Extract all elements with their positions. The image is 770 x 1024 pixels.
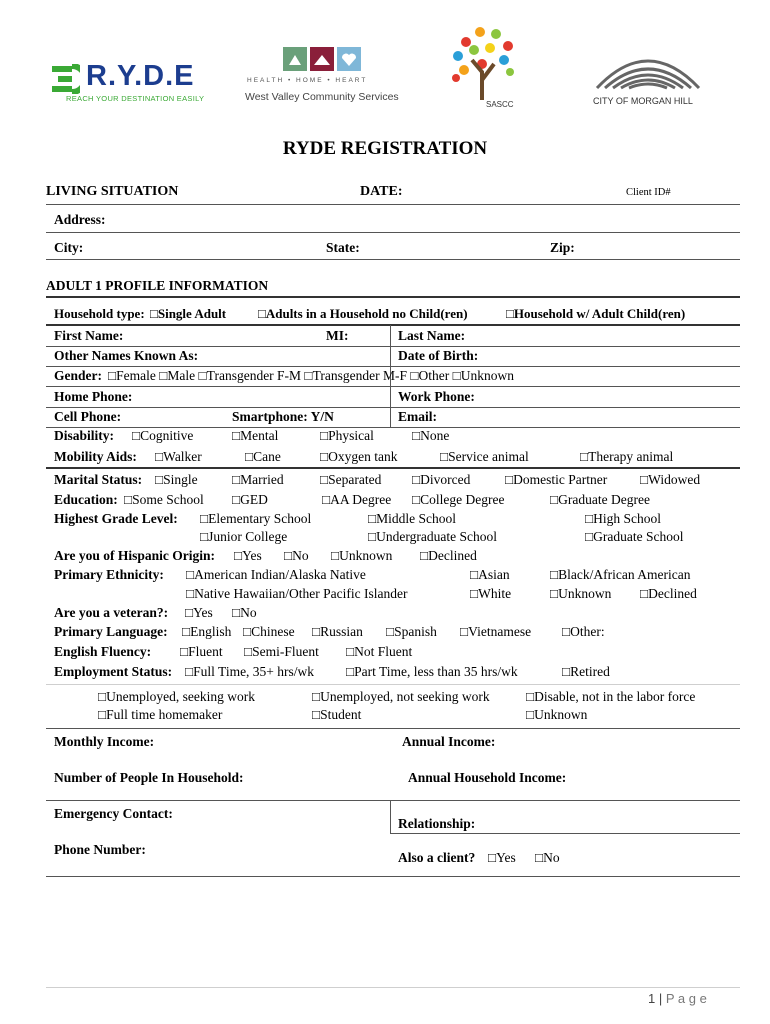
morgan-hill-logo: [585, 48, 715, 112]
employment-part-time-checkbox[interactable]: □Part Time, less than 35 hrs/wk: [346, 664, 518, 679]
section-title: ADULT 1 PROFILE INFORMATION: [46, 278, 269, 293]
employment-unknown-checkbox[interactable]: □Unknown: [526, 707, 588, 722]
marital-single-checkbox[interactable]: □Single: [155, 472, 198, 487]
hills-icon: [593, 48, 703, 92]
emergency-phone-label: Phone Number:: [54, 842, 146, 857]
grade-graduate-checkbox[interactable]: □Graduate School: [585, 529, 684, 544]
grade-middle-checkbox[interactable]: □Middle School: [368, 511, 457, 526]
state-label: State:: [326, 240, 360, 255]
mobility-service-animal-checkbox[interactable]: □Service animal: [440, 449, 529, 464]
language-vietnamese-checkbox[interactable]: □Vietnamese: [460, 624, 532, 639]
other-names-label: Other Names Known As:: [54, 348, 199, 363]
annual-income-label: Annual Income:: [402, 734, 496, 749]
city-label: City:: [54, 240, 84, 255]
fluency-not-fluent-checkbox[interactable]: □Not Fluent: [346, 644, 413, 659]
disability-mental-checkbox[interactable]: □Mental: [232, 428, 279, 443]
hispanic-no-checkbox[interactable]: □No: [284, 548, 309, 563]
ryde-arrow-icon: [52, 64, 80, 94]
gender-options[interactable]: □Female □Male □Transgender F-M □Transgender M-F □Other □Unknown: [108, 368, 515, 383]
mobility-oxygen-checkbox[interactable]: □Oxygen tank: [320, 449, 398, 464]
household-label: Household type:: [54, 306, 145, 321]
disability-physical-checkbox[interactable]: □Physical: [320, 428, 374, 443]
living-situation-label: LIVING SITUATION: [46, 184, 179, 199]
gender-label: Gender:: [54, 368, 102, 383]
household-adults-no-child-checkbox[interactable]: □Adults in a Household no Child(ren): [258, 306, 468, 321]
footer-rule: [46, 987, 740, 988]
page-footer: [648, 991, 707, 1006]
divider: [46, 204, 740, 205]
first-name-label: First Name:: [54, 328, 124, 343]
wvcs-logo-top: HEALTH • HOME • HEART: [247, 77, 368, 84]
language-chinese-checkbox[interactable]: □Chinese: [243, 624, 295, 639]
employment-full-time-checkbox[interactable]: □Full Time, 35+ hrs/wk: [185, 664, 315, 679]
education-aa-degree-checkbox[interactable]: □AA Degree: [322, 492, 392, 507]
wvcs-logo-name: West Valley Community Services: [245, 91, 399, 103]
divider: [46, 728, 740, 729]
household-single-adult-checkbox[interactable]: □Single Adult: [150, 306, 227, 321]
mobility-walker-checkbox[interactable]: □Walker: [155, 449, 202, 464]
education-label: Education:: [54, 492, 118, 507]
grade-elementary-checkbox[interactable]: □Elementary School: [200, 511, 312, 526]
fluency-semi-fluent-checkbox[interactable]: □Semi-Fluent: [244, 644, 319, 659]
date-label: DATE:: [360, 184, 403, 199]
emergency-contact-label: Emergency Contact:: [54, 806, 173, 821]
ryde-logo: [52, 60, 212, 108]
tree-icon: [444, 20, 524, 100]
mobility-therapy-animal-checkbox[interactable]: □Therapy animal: [580, 449, 674, 464]
cell-phone-label: Cell Phone:: [54, 409, 122, 424]
email-label: Email:: [398, 409, 437, 424]
client-id-label: Client ID#: [626, 187, 671, 198]
ethnicity-unknown-checkbox[interactable]: □Unknown: [550, 586, 612, 601]
disability-none-checkbox[interactable]: □None: [412, 428, 450, 443]
education-some-school-checkbox[interactable]: □Some School: [124, 492, 204, 507]
home-phone-label: Home Phone:: [54, 389, 133, 404]
ethnicity-native-hawaiian-checkbox[interactable]: □Native Hawaiian/Other Pacific Islander: [186, 586, 408, 601]
language-russian-checkbox[interactable]: □Russian: [312, 624, 363, 639]
house-heart-icon: [283, 47, 363, 73]
ethnicity-black-checkbox[interactable]: □Black/African American: [550, 567, 691, 582]
divider: [46, 467, 740, 469]
fluency-fluent-checkbox[interactable]: □Fluent: [180, 644, 223, 659]
monthly-income-label: Monthly Income:: [54, 734, 155, 749]
annual-household-income-label: Annual Household Income:: [408, 770, 567, 785]
ethnicity-asian-checkbox[interactable]: □Asian: [470, 567, 510, 582]
fluency-label: English Fluency:: [54, 644, 152, 659]
ethnicity-white-checkbox[interactable]: □White: [470, 586, 512, 601]
hispanic-unknown-checkbox[interactable]: □Unknown: [331, 548, 393, 563]
address-label: Address:: [54, 212, 106, 227]
divider: [390, 833, 740, 834]
education-college-degree-checkbox[interactable]: □College Degree: [412, 492, 505, 507]
last-name-label: Last Name:: [398, 328, 466, 343]
ethnicity-american-indian-checkbox[interactable]: □American Indian/Alaska Native: [186, 567, 366, 582]
divider: [390, 325, 391, 409]
divider: [46, 324, 740, 326]
divider: [46, 346, 740, 347]
veteran-yes-checkbox[interactable]: □Yes: [185, 605, 213, 620]
veteran-label: Are you a veteran?:: [54, 605, 169, 620]
sascc-logo: [444, 20, 524, 112]
education-graduate-degree-checkbox[interactable]: □Graduate Degree: [550, 492, 650, 507]
disability-label: Disability:: [54, 428, 115, 443]
grade-label: Highest Grade Level:: [54, 511, 178, 526]
education-ged-checkbox[interactable]: □GED: [232, 492, 268, 507]
mobility-cane-checkbox[interactable]: □Cane: [245, 449, 281, 464]
divider: [46, 232, 740, 233]
language-other-checkbox[interactable]: □Other:: [562, 624, 605, 639]
employment-retired-checkbox[interactable]: □Retired: [562, 664, 610, 679]
language-english-checkbox[interactable]: □English: [182, 624, 232, 639]
marital-separated-checkbox[interactable]: □Separated: [320, 472, 382, 487]
divider: [46, 684, 740, 685]
hispanic-yes-checkbox[interactable]: □Yes: [234, 548, 262, 563]
page-number: 1: [648, 991, 656, 1006]
hispanic-label: Are you of Hispanic Origin:: [54, 548, 216, 563]
dob-label: Date of Birth:: [398, 348, 479, 363]
also-client-label: Also a client?: [398, 850, 476, 865]
marital-widowed-checkbox[interactable]: □Widowed: [640, 472, 701, 487]
veteran-no-checkbox[interactable]: □No: [232, 605, 257, 620]
mobility-label: Mobility Aids:: [54, 449, 137, 464]
divider: [46, 876, 740, 877]
employment-disabled-checkbox[interactable]: □Disable, not in the labor force: [526, 689, 696, 704]
page-title: RYDE REGISTRATION: [282, 138, 488, 159]
smartphone-label: Smartphone: Y/N: [232, 409, 334, 424]
sascc-logo-name: SASCC: [486, 100, 514, 109]
divider: [46, 366, 740, 367]
divider: [46, 386, 740, 387]
people-in-household-label: Number of People In Household:: [54, 770, 244, 785]
language-label: Primary Language:: [54, 624, 168, 639]
work-phone-label: Work Phone:: [398, 389, 475, 404]
employment-unemployed-seeking-checkbox[interactable]: □Unemployed, seeking work: [98, 689, 255, 704]
ethnicity-declined-checkbox[interactable]: □Declined: [640, 586, 697, 601]
grade-high-checkbox[interactable]: □High School: [585, 511, 662, 526]
marital-married-checkbox[interactable]: □Married: [232, 472, 284, 487]
divider: [46, 800, 740, 801]
morgan-hill-logo-name: CITY OF MORGAN HILL: [593, 96, 693, 106]
ethnicity-label: Primary Ethnicity:: [54, 567, 164, 582]
marital-divorced-checkbox[interactable]: □Divorced: [412, 472, 471, 487]
zip-label: Zip:: [550, 240, 575, 255]
employment-label: Employment Status:: [54, 664, 173, 679]
grade-undergraduate-checkbox[interactable]: □Undergraduate School: [368, 529, 497, 544]
hispanic-declined-checkbox[interactable]: □Declined: [420, 548, 477, 563]
relationship-label: Relationship:: [398, 816, 476, 831]
page-separator: |: [658, 991, 663, 1006]
ryde-logo-tagline: REACH YOUR DESTINATION EASILY: [66, 94, 205, 103]
household-adult-children-checkbox[interactable]: □Household w/ Adult Child(ren): [506, 306, 686, 321]
divider: [390, 408, 391, 428]
section-rule: [46, 296, 740, 298]
divider: [46, 259, 740, 260]
divider: [46, 407, 740, 408]
disability-cognitive-checkbox[interactable]: □Cognitive: [132, 428, 194, 443]
employment-unemployed-not-seeking-checkbox[interactable]: □Unemployed, not seeking work: [312, 689, 490, 704]
also-client-no-checkbox[interactable]: □No: [535, 850, 560, 865]
wvcs-logo: [245, 47, 415, 109]
divider: [390, 801, 391, 833]
ryde-logo-name: R.Y.D.E: [86, 60, 195, 92]
language-spanish-checkbox[interactable]: □Spanish: [386, 624, 437, 639]
employment-student-checkbox[interactable]: □Student: [312, 707, 362, 722]
marital-label: Marital Status:: [54, 472, 143, 487]
employment-homemaker-checkbox[interactable]: □Full time homemaker: [98, 707, 223, 722]
mi-label: MI:: [326, 328, 349, 343]
marital-domestic-partner-checkbox[interactable]: □Domestic Partner: [505, 472, 608, 487]
page-label: P a g e: [665, 991, 707, 1006]
also-client-yes-checkbox[interactable]: □Yes: [488, 850, 516, 865]
grade-junior-college-checkbox[interactable]: □Junior College: [200, 529, 288, 544]
